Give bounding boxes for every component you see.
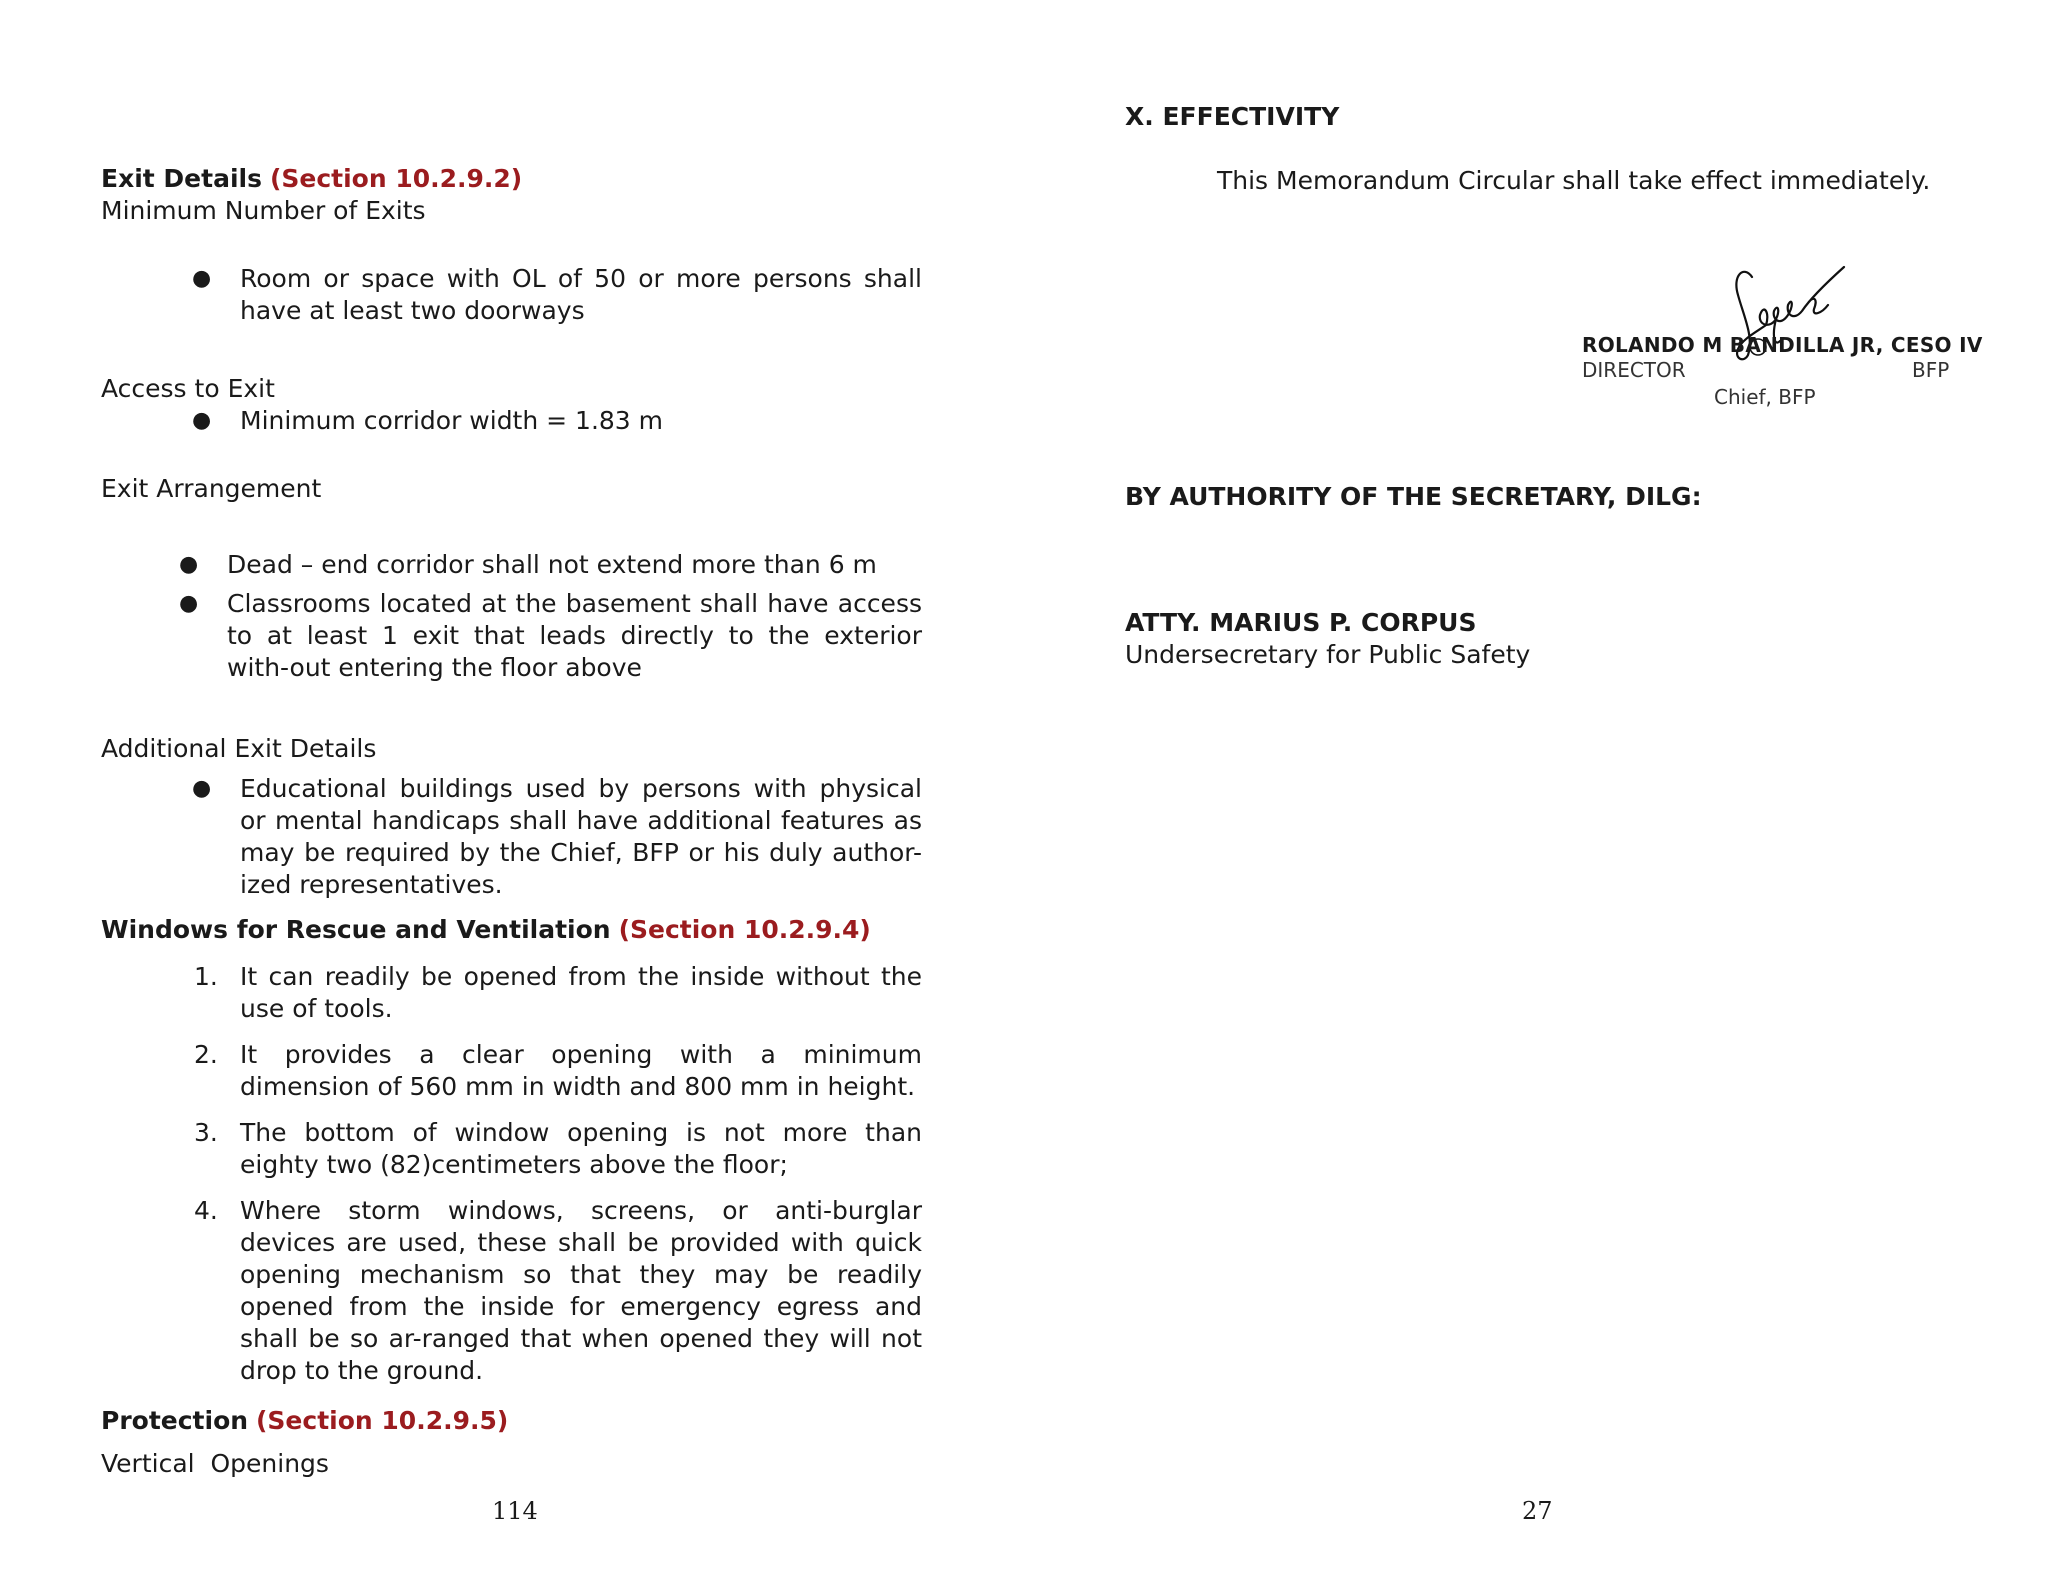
signatory-rank: DIRECTOR bbox=[1582, 358, 1686, 382]
undersecretary-title: Undersecretary for Public Safety bbox=[1125, 640, 1531, 669]
protection-heading: Protection bbox=[101, 1406, 249, 1435]
page-number: 114 bbox=[492, 1497, 538, 1525]
list-item: 3. The bottom of window opening is not more than eighty two (82)centimeters above the floor; bbox=[194, 1118, 922, 1179]
list-item: ● Classrooms located at the basement shall have access to at least 1 exit that leads directly to the exterior with-out entering the floor above bbox=[179, 589, 922, 682]
exit-details-heading: Exit Details bbox=[101, 164, 262, 193]
list-item: ● Dead – end corridor shall not extend more than 6 m bbox=[179, 550, 877, 579]
list-item: ● Room or space with OL of 50 or more persons shall have at least two doorways bbox=[192, 264, 922, 325]
windows-section: (Section 10.2.9.4) bbox=[618, 915, 871, 944]
additional-exit-bullets bbox=[192, 773, 922, 901]
access-to-exit-bullets bbox=[192, 405, 922, 437]
windows-heading: Windows for Rescue and Ventilation bbox=[101, 915, 611, 944]
min-exits-subheading: Minimum Number of Exits bbox=[101, 196, 426, 225]
exit-arrangement-bullets bbox=[179, 549, 922, 684]
exit-details-heading-line bbox=[101, 163, 522, 195]
signatory-name: ROLANDO M BANDILLA JR, CESO IV bbox=[1582, 333, 1983, 357]
bullet-icon: ● bbox=[179, 552, 199, 577]
exit-details-section: (Section 10.2.9.2) bbox=[269, 164, 523, 193]
authority-line: BY AUTHORITY OF THE SECRETARY, DILG: bbox=[1125, 482, 1702, 511]
exit-arrangement-heading: Exit Arrangement bbox=[101, 474, 322, 503]
signatory-title: Chief, BFP bbox=[1714, 385, 1816, 409]
effectivity-text: This Memorandum Circular shall take effect immediately. bbox=[1217, 166, 1931, 195]
undersecretary-name: ATTY. MARIUS P. CORPUS bbox=[1125, 608, 1477, 637]
signatory-org: BFP bbox=[1912, 358, 1950, 382]
access-to-exit-heading: Access to Exit bbox=[101, 374, 275, 403]
list-item: ● Minimum corridor width = 1.83 m bbox=[192, 406, 664, 435]
windows-list bbox=[194, 961, 922, 1401]
list-item: 4. Where storm windows, screens, or anti-burglar devices are used, these shall be provided with quick opening mechanism so that they may be readily opened from the inside for emergency egress and shall be so ar-ranged that when opened they will not drop to the ground. bbox=[194, 1196, 922, 1385]
list-item: ● Educational buildings used by persons with physical or mental handicaps shall have additional features as may be required by the Chief, BFP or his duly author-ized representatives. bbox=[192, 774, 922, 899]
effectivity-heading: X. EFFECTIVITY bbox=[1125, 102, 1340, 131]
protection-section: (Section 10.2.9.5) bbox=[256, 1406, 509, 1435]
bullet-icon: ● bbox=[192, 776, 212, 801]
additional-exit-details-heading: Additional Exit Details bbox=[101, 734, 377, 763]
right-page bbox=[1024, 0, 2048, 1582]
vertical-openings-subheading: Vertical Openings bbox=[101, 1449, 329, 1478]
exit-details-bullets bbox=[192, 263, 922, 327]
bullet-icon: ● bbox=[192, 408, 212, 433]
windows-heading-line bbox=[101, 914, 871, 946]
page-number: 27 bbox=[1522, 1497, 1553, 1525]
protection-heading-line bbox=[101, 1405, 508, 1437]
list-item: 1. It can readily be opened from the inside without the use of tools. bbox=[194, 962, 922, 1023]
bullet-icon: ● bbox=[192, 266, 212, 291]
bullet-icon: ● bbox=[179, 591, 199, 616]
list-item: 2. It provides a clear opening with a minimum dimension of 560 mm in width and 800 mm in height. bbox=[194, 1040, 922, 1101]
